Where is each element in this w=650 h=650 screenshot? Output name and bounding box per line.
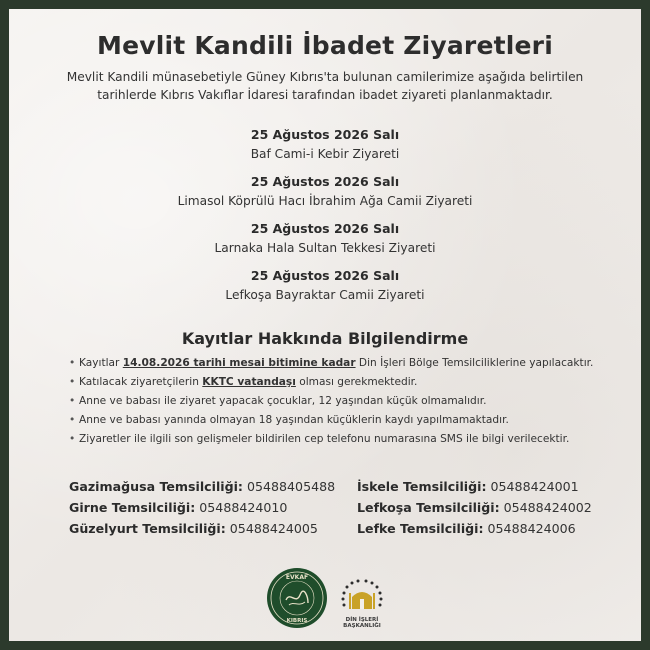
contact-row (357, 497, 592, 518)
info-text: Din İşleri Bölge Temsilciliklerine yapılacaktır. (355, 357, 594, 369)
info-text: Katılacak ziyaretçilerin (79, 376, 203, 388)
diyanet-line: DİN İŞLERİ (345, 617, 379, 623)
list-item (69, 392, 621, 411)
schedule-date: 25 Ağustos 2026 Salı (250, 174, 400, 189)
contact-phone: 05488424002 (503, 500, 592, 515)
contacts-left (69, 476, 335, 539)
page-title: Mevlit Kandili İbadet Ziyaretleri (97, 31, 553, 60)
schedule-item (9, 173, 641, 220)
evkaf-top-text: EVKAF (285, 574, 309, 581)
contact-name: İskele Temsilciliği: (357, 479, 487, 494)
diyanet-line: BAŞKANLIĞI (343, 623, 381, 629)
info-text: Ziyaretler ile ilgili son gelişmeler bildirilen cep telefonu numarasına SMS ile bilgi verilecektir. (79, 433, 570, 445)
list-item (69, 411, 621, 430)
schedule-place: Baf Cami-i Kebir Ziyareti (250, 147, 400, 161)
schedule-item (9, 126, 641, 173)
info-text: Kayıtlar (79, 357, 123, 369)
schedule-item (9, 220, 641, 267)
intro-line: Mevlit Kandili münasebetiyle Güney Kıbrıs'ta bulunan camilerimize aşağıda belirtilen (66, 70, 584, 84)
contact-phone: 05488424006 (487, 521, 576, 536)
info-list (69, 354, 621, 449)
bullet-icon: • (69, 357, 76, 369)
contact-phone: 05488405488 (246, 479, 336, 494)
bullet-icon: • (69, 414, 76, 426)
intro-text (49, 68, 601, 104)
schedule-place: Lefkoşa Bayraktar Camii Ziyareti (225, 288, 425, 302)
contact-name: Girne Temsilciliği: (69, 500, 196, 515)
evkaf-bottom-text: KIBRIS (286, 618, 308, 624)
list-item (69, 373, 621, 392)
schedule-date: 25 Ağustos 2026 Salı (250, 268, 400, 283)
bullet-icon: • (69, 395, 76, 407)
contact-name: Gazimağusa Temsilciliği: (69, 479, 243, 494)
info-title: Kayıtlar Hakkında Bilgilendirme (181, 329, 469, 348)
contact-row (69, 497, 335, 518)
bullet-icon: • (69, 376, 76, 388)
intro-line: tarihlerde Kıbrıs Vakıflar İdaresi tarafından ibadet ziyareti planlanmaktadır. (97, 88, 553, 102)
schedule-item (9, 267, 641, 314)
schedule-date: 25 Ağustos 2026 Salı (250, 127, 400, 142)
contact-row (357, 518, 592, 539)
info-highlight: 14.08.2026 tarihi mesai bitimine kadar (122, 357, 356, 369)
contact-row (69, 518, 335, 539)
contact-row (69, 476, 335, 497)
contact-phone: 05488424010 (199, 500, 288, 515)
poster (9, 9, 641, 641)
schedule-place: Larnaka Hala Sultan Tekkesi Ziyareti (214, 241, 436, 255)
contact-name: Lefke Temsilciliği: (357, 521, 484, 536)
schedule-list (9, 126, 641, 314)
list-item (69, 430, 621, 449)
schedule-place: Limasol Köprülü Hacı İbrahim Ağa Camii Ziyareti (177, 194, 473, 208)
contact-phone: 05488424005 (229, 521, 318, 536)
list-item (69, 354, 621, 373)
info-text: Anne ve babası ile ziyaret yapacak çocuklar, 12 yaşından küçük olmamalıdır. (79, 395, 487, 407)
info-highlight: KKTC vatandaşı (202, 376, 296, 388)
diyanet-caption (327, 617, 397, 629)
schedule-date: 25 Ağustos 2026 Salı (250, 221, 400, 236)
contact-name: Güzelyurt Temsilciliği: (69, 521, 226, 536)
contact-phone: 05488424001 (490, 479, 579, 494)
contact-row (357, 476, 592, 497)
bullet-icon: • (69, 433, 76, 445)
contact-name: Lefkoşa Temsilciliği: (357, 500, 500, 515)
contacts-right (357, 476, 592, 539)
info-text: Anne ve babası yanında olmayan 18 yaşından küçüklerin kaydı yapılmamaktadır. (79, 414, 509, 426)
evkaf-logo-icon (266, 567, 328, 629)
info-text: olması gerekmektedir. (295, 376, 418, 388)
